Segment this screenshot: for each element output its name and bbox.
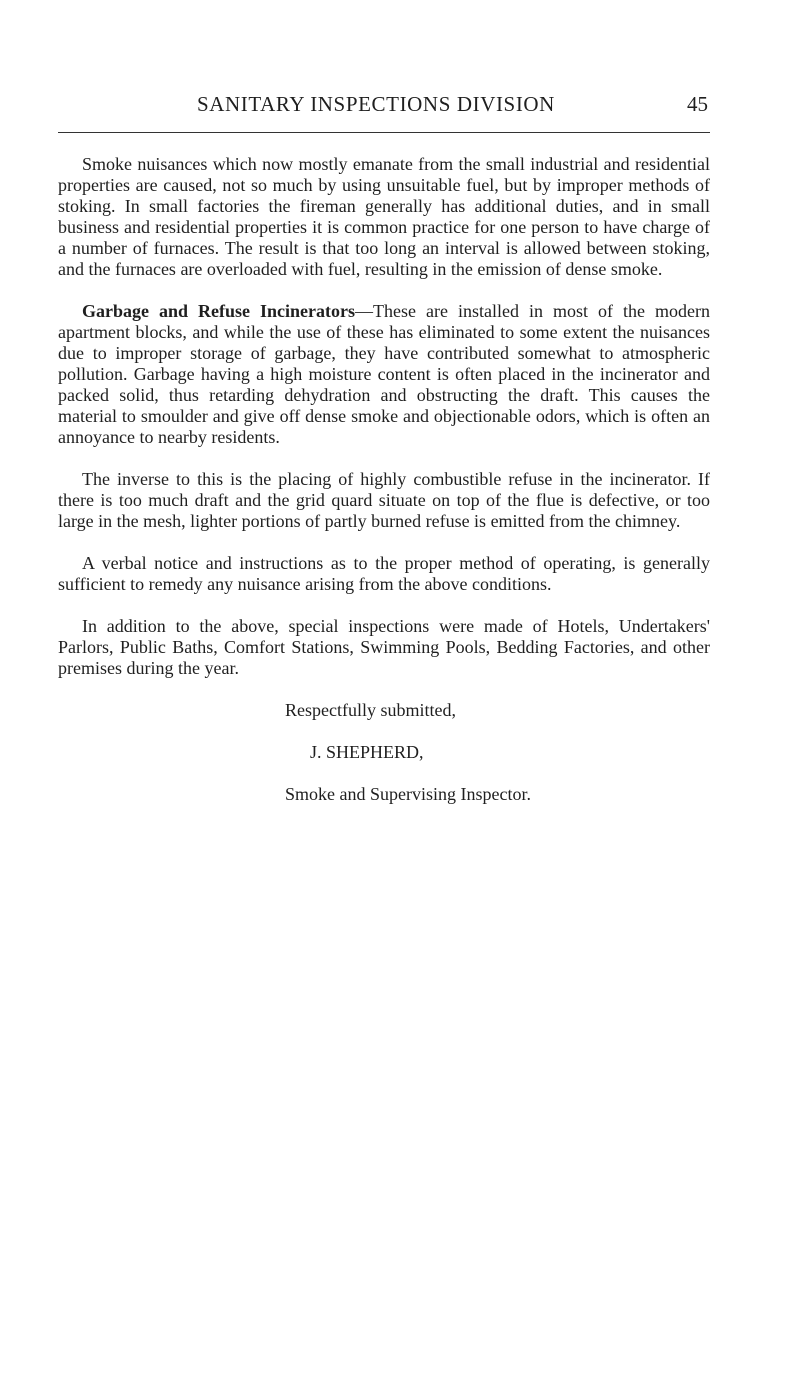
paragraph-verbal-notice — [58, 553, 710, 595]
signature-closing: Respectfully submitted, — [285, 700, 456, 720]
paragraph-inverse — [58, 469, 710, 532]
document-page — [58, 92, 710, 805]
paragraph-text: A verbal notice and instructions as to the proper method of operating, is generally sufficient to remedy any nuisance arising from the above conditions. — [58, 553, 710, 594]
running-header — [58, 92, 710, 133]
paragraph-text: —These are installed in most of the modern apartment blocks, and while the use of these has eliminated to some extent the nuisances due to improper storage of garbage, they have contributed somewhat to atmospheric pollution. Garbage having a high moisture content is often placed in the incinerator and packed solid, thus retarding dehydration and obstructing the draft. This causes the material to smoulder and give off dense smoke and objectionable odors, which is often an annoyance to nearby residents. — [58, 301, 710, 447]
paragraph-special-inspections — [58, 616, 710, 679]
page-number: 45 — [687, 92, 708, 116]
body-text — [58, 154, 710, 679]
paragraph-text: In addition to the above, special inspections were made of Hotels, Undertakers' Parlors, Public Baths, Comfort Stations, Swimming Pools, Bedding Factories, and other premises during the year. — [58, 616, 710, 678]
signer-name: J. SHEPHERD, — [310, 742, 424, 762]
section-heading: Garbage and Refuse Incinerators — [82, 301, 356, 321]
signer-title: Smoke and Supervising Inspector. — [285, 784, 531, 804]
paragraph-incinerators — [58, 301, 710, 448]
signature-block — [58, 700, 710, 805]
running-title: SANITARY INSPECTIONS DIVISION — [197, 92, 555, 116]
paragraph-smoke-nuisances — [58, 154, 710, 280]
paragraph-text: The inverse to this is the placing of highly combustible refuse in the incinerator. If there is too much draft and the grid quard situate on top of the flue is defective, or too large in the mesh, lighter portions of partly burned refuse is emitted from the chimney. — [58, 469, 710, 531]
paragraph-text: Smoke nuisances which now mostly emanate from the small industrial and residential properties are caused, not so much by using unsuitable fuel, but by improper methods of stoking. In small factories the fireman generally has additional duties, and in small business and residential properties it is common practice for one person to have charge of a number of furnaces. The result is that too long an interval is allowed between stoking, and the furnaces are overloaded with fuel, resulting in the emission of dense smoke. — [58, 154, 710, 279]
